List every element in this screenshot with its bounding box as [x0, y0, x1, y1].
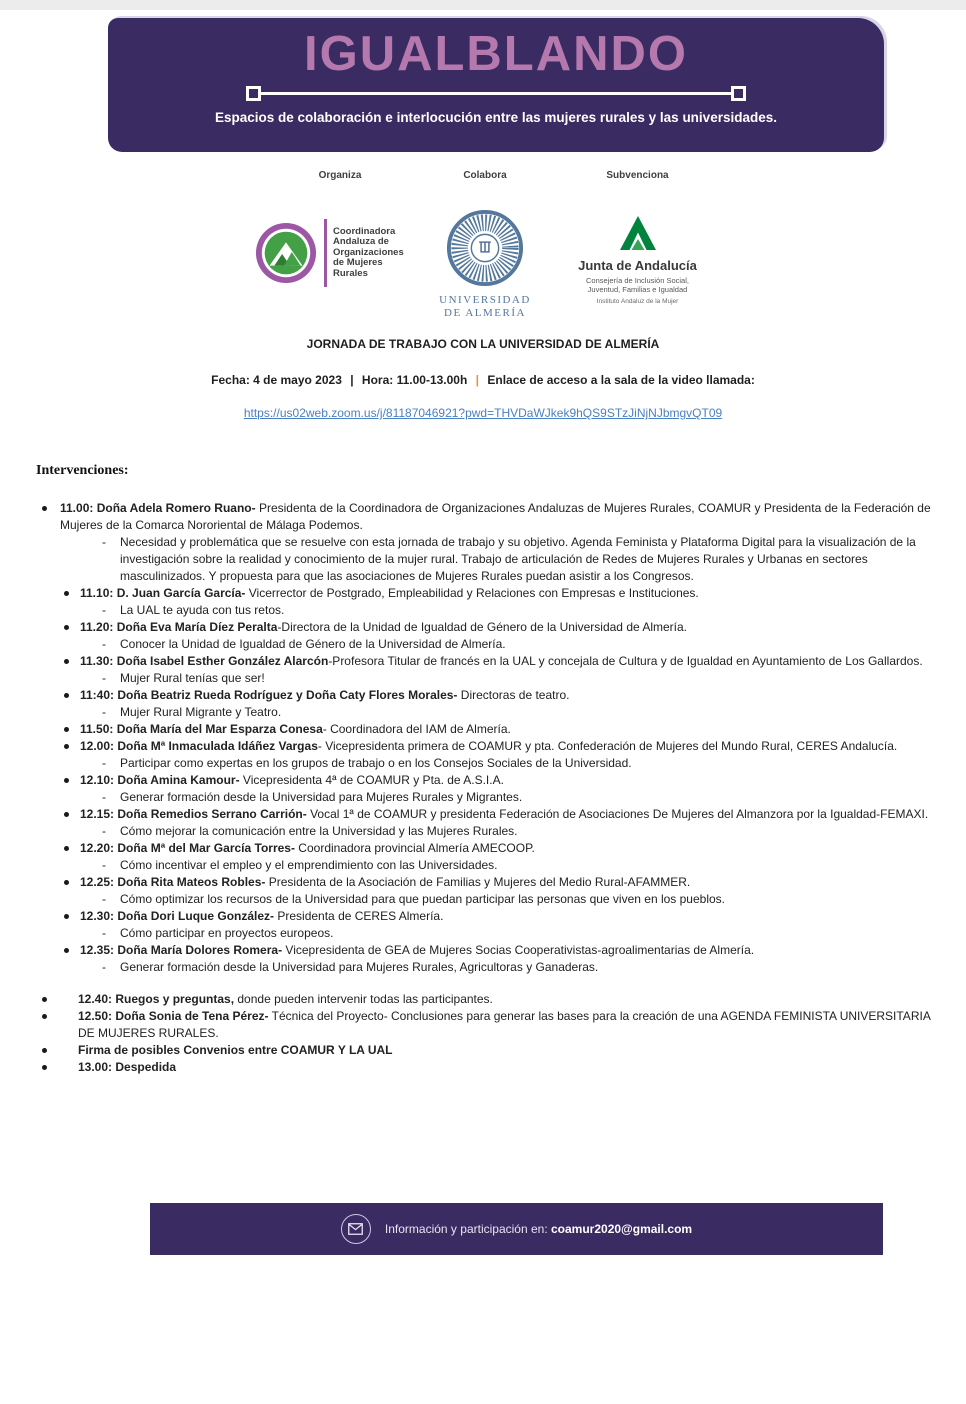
- agenda-item-text: 12.30: Doña Dori Luque González- Presidenta de CERES Almería.: [80, 909, 444, 923]
- envelope-icon: [341, 1214, 371, 1244]
- agenda-subitem-text: Participar como expertas en los grupos de trabajo o en los Consejos Sociales de la Universidad.: [120, 756, 632, 770]
- dash-bullet: -: [102, 705, 106, 719]
- agenda-item: [36, 1059, 936, 1076]
- sponsors-row: [0, 170, 966, 318]
- dash-bullet: -: [102, 603, 106, 617]
- agenda-item: [36, 585, 936, 602]
- banner-divider-line: [253, 92, 739, 95]
- banner-title: IGUALBLANDO: [303, 27, 689, 81]
- universidad-almeria-text: UNIVERSIDAD DE ALMERÍA: [439, 294, 531, 319]
- agenda-item: [36, 1008, 936, 1042]
- bullet-icon: [42, 500, 60, 534]
- agenda-item: [36, 619, 936, 636]
- agenda-subitem-text: Generar formación desde la Universidad para Mujeres Rurales y Migrantes.: [120, 790, 523, 804]
- agenda-subitem: [36, 925, 936, 942]
- bullet-icon: [42, 1042, 78, 1059]
- agenda-item-text: 11.00: Doña Adela Romero Ruano- Presidenta de la Coordinadora de Organizaciones Andaluzas de Mujeres Rurales, COAMUR y Presidenta de la Federación de Mujeres de la Comarca Nororiental de Málaga Podemos.: [60, 501, 931, 532]
- separator-pipe: |: [350, 373, 354, 387]
- junta-andalucia-name: Junta de Andalucía: [578, 258, 697, 273]
- agenda-item: [36, 840, 936, 857]
- agenda-subitem-text: La UAL te ayuda con tus retos.: [120, 603, 285, 617]
- agenda-item: [36, 1042, 936, 1059]
- event-title: JORNADA DE TRABAJO CON LA UNIVERSIDAD DE ALMERÍA: [306, 337, 660, 351]
- banner: [108, 18, 884, 152]
- agenda-subitem-text: Cómo incentivar el empleo y el emprendimiento con las Universidades.: [120, 858, 498, 872]
- agenda-item-text: 11.10: D. Juan García García- Vicerrector de Postgrado, Empleabilidad y Relaciones con Empresas e Instituciones.: [80, 586, 699, 600]
- bullet-icon: [64, 840, 80, 857]
- agenda-subitem: [36, 534, 936, 585]
- footer-contact-text: [385, 1222, 692, 1236]
- agenda-subitem: [36, 704, 936, 721]
- agenda-item: [36, 687, 936, 704]
- dash-bullet: -: [102, 535, 106, 549]
- organiza-label: Organiza: [318, 170, 362, 181]
- sponsor-organiza: [255, 170, 425, 287]
- junta-dept-text: Consejería de Inclusión Social, Juventud, Familias e Igualdad: [586, 276, 689, 294]
- dash-bullet: -: [102, 892, 106, 906]
- dash-bullet: -: [102, 858, 106, 872]
- banner-subtitle: Espacios de colaboración e interlocución entre las mujeres rurales y las universidades.: [215, 110, 777, 125]
- coamur-logo-divider: [324, 219, 327, 287]
- agenda-item: [36, 738, 936, 755]
- agenda-item-text: 11.20: Doña Eva María Díez Peralta-Directora de la Unidad de Igualdad de Género de la Universidad de Almería.: [80, 620, 688, 634]
- bullet-icon: [42, 991, 78, 1008]
- coamur-logo-text: Coordinadora Andaluza de Organizaciones de Mujeres Rurales: [333, 225, 404, 279]
- bullet-icon: [64, 738, 80, 755]
- agenda-subitem-text: Mujer Rural Migrante y Teatro.: [120, 705, 282, 719]
- agenda-subitem: [36, 857, 936, 874]
- footer-contact-bar: [150, 1203, 883, 1255]
- bullet-icon: [42, 1059, 78, 1076]
- event-time: Hora: 11.00-13.00h: [361, 373, 468, 387]
- contact-email: coamur2020@gmail.com: [551, 1222, 693, 1236]
- bullet-icon: [64, 687, 80, 704]
- agenda-subitem: [36, 636, 936, 653]
- event-meta-line: [0, 372, 966, 388]
- interventions-list: [36, 500, 936, 1076]
- agenda-item-text: 12.10: Doña Amina Kamour- Vicepresidenta 4ª de COAMUR y Pta. de A.S.I.A.: [80, 773, 504, 787]
- interventions-heading: Intervenciones:: [36, 463, 129, 478]
- agenda-item: [36, 991, 936, 1008]
- bullet-icon: [64, 721, 80, 738]
- agenda-subitem-text: Necesidad y problemática que se resuelve con esta jornada de trabajo y su objetivo. Agenda Feminista y Plataforma Digital para la visualización de la investigación sobre la realidad y conocimiento de la mujer rural. Trabajo de articulación de Redes de Mujeres Rurales y Urbanas en sectores masculinizados. Y propuesta para que las asociaciones de Mujeres Rurales puedan asistir a los Congresos.: [120, 535, 916, 583]
- agenda-subitem: [36, 755, 936, 772]
- dash-bullet: -: [102, 756, 106, 770]
- agenda-item-text: 11.30: Doña Isabel Esther González Alarcón-Profesora Titular de francés en la UAL y concejala de Cultura y de Igualdad en Ayuntamiento de Los Gallardos.: [80, 654, 923, 668]
- bullet-icon: [64, 653, 80, 670]
- bullet-icon: [64, 908, 80, 925]
- agenda-item-text: 12.20: Doña Mª del Mar García Torres- Coordinadora provincial Almería AMECOOP.: [80, 841, 535, 855]
- agenda-item-text: 11:40: Doña Beatriz Rueda Rodríguez y Doña Caty Flores Morales- Directoras de teatro.: [80, 688, 570, 702]
- zoom-meeting-link[interactable]: https://us02web.zoom.us/j/81187046921?pwd=THVDaWJkek9hQS9STzJiNjNJbmgvQT09: [243, 406, 723, 420]
- agenda-item-text: 12.50: Doña Sonia de Tena Pérez- Técnica del Proyecto- Conclusiones para generar las bases para la creación de una AGENDA FEMINISTA UNIVERSITARIA DE MUJERES RURALES.: [78, 1009, 931, 1040]
- colabora-label: Colabora: [463, 170, 507, 181]
- coamur-mountain-icon: [255, 222, 317, 284]
- separator-pipe-orange: |: [475, 373, 480, 387]
- agenda-item: [36, 908, 936, 925]
- divider-end-square-right: [731, 86, 746, 101]
- agenda-subitem-text: Generar formación desde la Universidad para Mujeres Rurales, Agricultoras y Ganaderas.: [120, 960, 599, 974]
- agenda-item-text: 12.40: Ruegos y preguntas, donde pueden intervenir todas las participantes.: [78, 992, 493, 1006]
- agenda-item-text: Firma de posibles Convenios entre COAMUR Y LA UAL: [78, 1043, 393, 1057]
- agenda-item-text: 12.25: Doña Rita Mateos Robles- Presidenta de la Asociación de Familias y Mujeres del Medio Rural-AFAMMER.: [80, 875, 691, 889]
- event-date: Fecha: 4 de mayo 2023: [211, 373, 342, 387]
- event-link-label: Enlace de acceso a la sala de la video llamada:: [487, 373, 755, 387]
- agenda-item: [36, 721, 936, 738]
- agenda-subitem: [36, 823, 936, 840]
- dash-bullet: -: [102, 671, 106, 685]
- agenda-item-text: 12.00: Doña Mª Inmaculada Idáñez Vargas- Vicepresidenta primera de COAMUR y pta. Confederación de Mujeres del Mundo Rural, CERES Andalucía.: [80, 739, 898, 753]
- agenda-item: [36, 942, 936, 959]
- sponsor-subvenciona: [555, 170, 720, 305]
- agenda-subitem: [36, 891, 936, 908]
- agenda-item: [36, 653, 936, 670]
- agenda-item: [36, 874, 936, 891]
- agenda-item-text: 13.00: Despedida: [78, 1060, 177, 1074]
- agenda-item: [36, 806, 936, 823]
- bullet-icon: [64, 942, 80, 959]
- agenda-subitem: [36, 789, 936, 806]
- event-link-row: [0, 405, 966, 421]
- junta-andalucia-logo: [555, 215, 720, 305]
- agenda-item-text: 11.50: Doña María del Mar Esparza Conesa- Coordinadora del IAM de Almería.: [80, 722, 511, 736]
- footer-info-label: Información y participación en:: [384, 1222, 551, 1236]
- subvenciona-label: Subvenciona: [606, 170, 669, 181]
- junta-a-icon: [616, 215, 660, 251]
- bullet-icon: [42, 1008, 78, 1042]
- dash-bullet: -: [102, 926, 106, 940]
- sponsor-colabora: [415, 170, 555, 320]
- agenda-item: [36, 500, 936, 534]
- agenda-subitem: [36, 602, 936, 619]
- coamur-logo: [255, 219, 425, 287]
- dash-bullet: -: [102, 824, 106, 838]
- agenda-item: [36, 772, 936, 789]
- university-seal-icon: [446, 209, 524, 287]
- bullet-icon: [64, 806, 80, 823]
- agenda-subitem-text: Mujer Rural tenías que ser!: [120, 671, 265, 685]
- agenda-subitem: [36, 959, 936, 976]
- bullet-icon: [64, 585, 80, 602]
- universidad-almeria-logo: [415, 209, 555, 320]
- agenda-subitem-text: Cómo optimizar los recursos de la Universidad para que puedan participar las personas que viven en los pueblos.: [120, 892, 726, 906]
- agenda-item-text: 12.15: Doña Remedios Serrano Carrión- Vocal 1ª de COAMUR y presidenta Federación de Asociaciones De Mujeres del Almanzora por la Igualdad-FEMAXI.: [80, 807, 929, 821]
- agenda-subitem: [36, 670, 936, 687]
- top-zone: [0, 0, 966, 318]
- agenda-subitem-text: Cómo participar en proyectos europeos.: [120, 926, 334, 940]
- bullet-icon: [64, 772, 80, 789]
- agenda-subitem-text: Cómo mejorar la comunicación entre la Universidad y las Mujeres Rurales.: [120, 824, 518, 838]
- agenda-item-text: 12.35: Doña María Dolores Romera- Vicepresidenta de GEA de Mujeres Socias Cooperativistas-agroalimentarias de Almería.: [80, 943, 755, 957]
- dash-bullet: -: [102, 637, 106, 651]
- bullet-icon: [64, 619, 80, 636]
- dash-bullet: -: [102, 960, 106, 974]
- dash-bullet: -: [102, 790, 106, 804]
- agenda-subitem-text: Conocer la Unidad de Igualdad de Género de la Universidad de Almería.: [120, 637, 506, 651]
- instituto-andaluz-mujer-text: Instituto Andaluz de la Mujer: [596, 298, 679, 305]
- divider-end-square-left: [246, 86, 261, 101]
- bullet-icon: [64, 874, 80, 891]
